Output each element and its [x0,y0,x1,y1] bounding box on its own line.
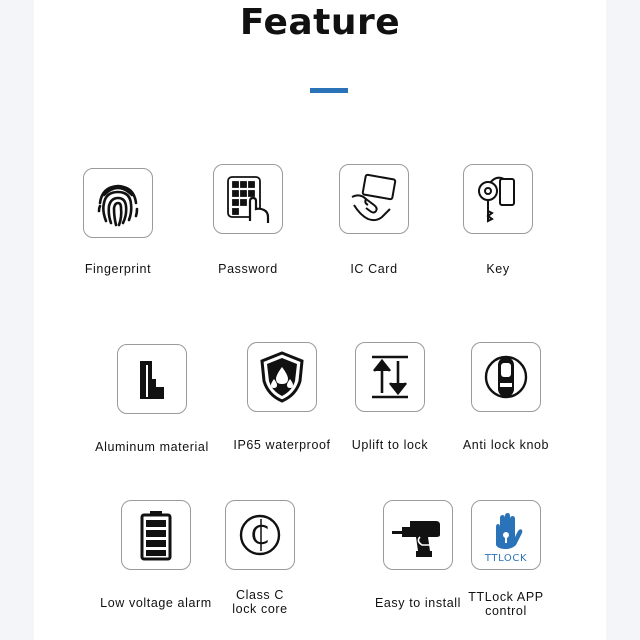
feature-ttlock [438,500,574,618]
keypad-icon [213,164,283,234]
battery-icon [121,500,191,570]
feature-label: IP65 waterproof [233,438,331,452]
ttlock-logo-icon [471,500,541,570]
feature-label: Aluminum material [95,440,209,454]
uplift-arrows-icon [355,342,425,412]
waterproof-shield-icon [247,342,317,412]
feature-label: Password [218,262,278,276]
feature-key [430,164,566,276]
feature-label: Easy to install [374,596,462,610]
aluminum-profile-icon [117,344,187,414]
feature-label: Uplift to lock [351,438,429,452]
feature-anti-lock-knob [438,342,574,452]
feature-page [34,0,606,640]
feature-fingerprint [50,168,186,276]
feature-lock-core [192,500,328,616]
feature-label: IC Card [350,262,398,276]
feature-label: Key [486,262,510,276]
svg-text:C: C [250,521,270,551]
feature-label: TTLock APP control [468,590,544,618]
lock-knob-icon [471,342,541,412]
lock-core-icon [225,500,295,570]
feature-password [180,164,316,276]
feature-aluminum [84,344,220,454]
fingerprint-icon [83,168,153,238]
feature-label: Fingerprint [84,262,152,276]
feature-label: Low voltage alarm [100,596,212,610]
title-underline [310,88,348,93]
feature-ic-card [306,164,442,276]
feature-label: Class C lock core [232,588,288,616]
page-title: Feature [239,2,401,43]
svg-text:TTLOCK: TTLOCK [484,553,528,564]
ic-card-icon [339,164,409,234]
feature-label: Anti lock knob [462,438,550,452]
key-icon [463,164,533,234]
